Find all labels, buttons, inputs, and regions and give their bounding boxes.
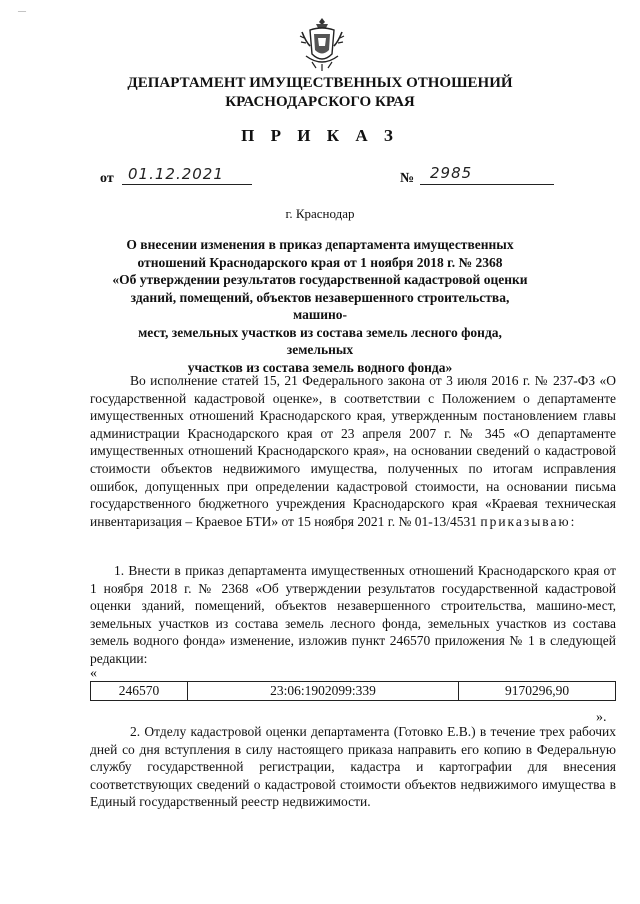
org-line-1: ДЕПАРТАМЕНТ ИМУЩЕСТВЕННЫХ ОТНОШЕНИЙ bbox=[127, 75, 513, 91]
document-subject bbox=[110, 236, 530, 376]
cadastral-value-cell: 9170296,90 bbox=[459, 682, 616, 701]
quote-open-mark: « bbox=[90, 666, 97, 681]
cadastral-value-table bbox=[90, 681, 616, 701]
number-underline bbox=[420, 184, 554, 185]
subject-line: зданий, помещений, объектов незавершенного строительства, машино- bbox=[130, 289, 510, 322]
subject-line: мест, земельных участков из состава земель лесного фонда, земельных bbox=[138, 324, 502, 357]
document-type-title: П Р И К А З bbox=[241, 126, 399, 145]
organization-name bbox=[0, 74, 640, 112]
scan-mark: — bbox=[18, 6, 26, 15]
item-1-text: 1. Внести в приказ департамента имущественных отношений Краснодарского края от 1 ноября 2018 г. № 2368 «Об утверждении результатов государственной кадастровой оценки зданий, помещений, объектов незавершенного строительства, машино-мест, земельных участков из состава земель лесного фонда, земельных участков из состава земель водного фонда» изменение, изложив пункт 246570 приложения № 1 в следующей редакции: bbox=[90, 563, 616, 666]
item-2-text: 2. Отделу кадастровой оценки департамента (Готовко Е.В.) в течение трех рабочих дней со дня вступления в силу настоящего приказа направить его копию в Федеральную службу государственной регистрации, кадастра и картографии для внесения соответствующих сведений о кадастровой стоимости объектов недвижимого имущества в Единый государственный реестр недвижимости. bbox=[90, 724, 616, 810]
paragraph-item-1 bbox=[90, 562, 616, 668]
preamble-text: Во исполнение статей 15, 21 Федерального закона от 3 июля 2016 г. № 237-ФЗ «О государственной кадастровой оценке», в соответствии с Положением о департаменте имущественных отношений Краснодарского края, утвержденным постановлением главы администрации Краснодарского края от 23 апреля 2007 г. № 345 «О департаменте имущественных отношений Краснодарского края», на основании сведений о кадастровой стоимости объектов недвижимого имущества, полученных по итогам исправления ошибок, допущенных при определении кадастровой стоимости, на основании письма государственного бюджетного учреждения Краснодарского края «Краевая техническая инвентаризация – Краевое БТИ» от 15 ноября 2021 г. № 01-13/4531 bbox=[90, 373, 616, 529]
number-value: 2985 bbox=[430, 164, 473, 182]
number-label: № bbox=[400, 171, 415, 186]
subject-line: отношений Краснодарского края от 1 ноября 2018 г. № 2368 bbox=[137, 254, 503, 270]
coat-of-arms-icon bbox=[298, 16, 346, 72]
date-label: от bbox=[100, 171, 114, 186]
date-underline bbox=[122, 184, 252, 185]
table-row bbox=[91, 682, 616, 701]
org-line-2: КРАСНОДАРСКОГО КРАЯ bbox=[225, 94, 415, 110]
quote-close-mark: ». bbox=[596, 710, 607, 725]
subject-line: О внесении изменения в приказ департамента имущественных bbox=[126, 237, 514, 252]
city-name: г. Краснодар bbox=[285, 206, 355, 221]
paragraph-item-2 bbox=[90, 723, 616, 811]
paragraph-preamble bbox=[90, 372, 616, 530]
order-word: приказываю: bbox=[480, 513, 577, 529]
subject-line: «Об утверждении результатов государственной кадастровой оценки bbox=[112, 272, 528, 287]
cadastral-number-cell: 23:06:1902099:339 bbox=[188, 682, 459, 701]
subject-line: участков из состава земель водного фонда» bbox=[187, 359, 453, 375]
date-value: 01.12.2021 bbox=[128, 165, 224, 183]
item-number-cell: 246570 bbox=[91, 682, 188, 701]
